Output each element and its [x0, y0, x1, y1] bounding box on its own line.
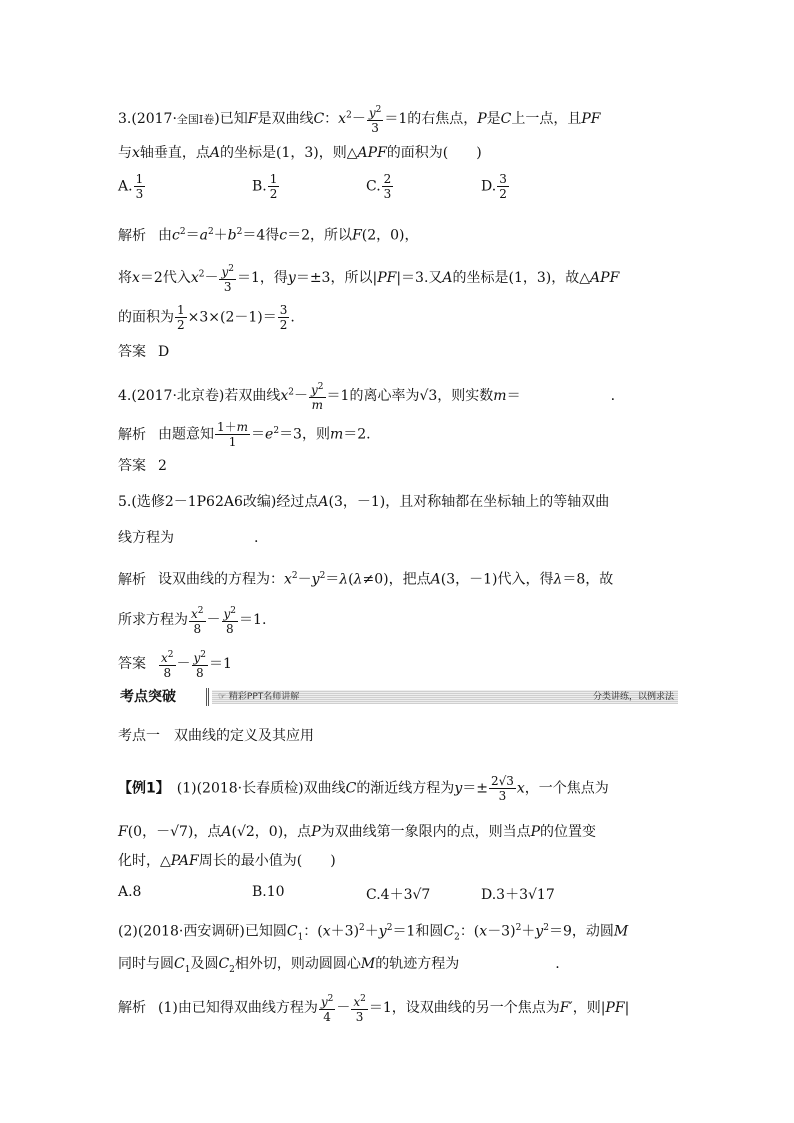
q5-analysis-line1: 解析 设双曲线的方程为：$x^2-y^2=\lambda(\lambda\ne 0)$，把点A(3，－1)代入，得λ＝8，故: [118, 571, 614, 588]
ex1-p2-line2: 同时与圆$C_1$及圆$C_2$相外切，则动圆圆心M的轨迹方程为 .: [118, 956, 560, 975]
fraction: $\frac{y^2}{3}$: [368, 105, 382, 135]
answer-label: 答案: [118, 458, 146, 474]
banner-strip: [212, 690, 678, 704]
banner-right-text: 分类讲练，以例求法: [592, 692, 674, 702]
ex1-analysis-line1: 解析 (1)由已知得双曲线方程为 $\frac{y^2}{4}$ － $\frac{x^2}{3}$ ＝1，设双曲线的另一个焦点为F′，则|PF|: [118, 994, 630, 1024]
answer-value: 2: [158, 458, 167, 474]
q3-option-b: B. $\frac{1}{2}$: [252, 172, 278, 201]
q5-analysis-line2: 所求方程为 $\frac{x^2}{8}$ － $\frac{y^2}{8}$ ＝1.: [118, 606, 267, 636]
q5-line2: 线方程为 .: [118, 530, 259, 546]
q3-answer: [118, 342, 169, 362]
analysis-label: 解析: [118, 227, 146, 244]
answer-value: D: [158, 344, 170, 360]
ex1-line3: 化时，△PAF周长的最小值为( ): [118, 853, 336, 869]
answer-label: 答案: [118, 344, 146, 360]
ex1-option-c: C.4＋3√7: [366, 887, 431, 903]
analysis-label: 解析: [118, 426, 146, 443]
banner-tag: ☞ 精彩PPT名师讲解: [218, 692, 300, 702]
q3-text: 3.(2017·全国Ⅰ卷)已知F是双曲线C：$x^2-$ $\frac{y^2}{3}$ ＝1的右焦点，P是C上一点，且PF: [118, 105, 601, 135]
q3-analysis-line1: 解析 由$c^2=a^2+b^2=4$得c＝2，所以F(2，0)，: [118, 227, 419, 244]
q4-line1: 4.(2017·北京卷)若双曲线$x^2-$ $\frac{y^2}{m}$ ＝1的离心率为√3，则实数m＝ .: [118, 382, 616, 412]
analysis-label: 解析: [118, 1000, 146, 1016]
banner-title: 考点突破: [118, 688, 209, 706]
ex1-line1: 【例1】 (1)(2018·长春质检)双曲线C的渐近线方程为y＝± $\frac{2√3}{3}$ x，一个焦点为: [118, 774, 609, 803]
q5-answer: 答案 $\frac{x^2}{8}$ － $\frac{y^2}{8}$ ＝1: [118, 650, 232, 680]
ex1-p2-line1: (2)(2018·西安调研)已知圆$C_1$：$(x+3)^2+y^2=1$和圆$C_2$：$(x-3)^2+y^2=9$，动圆M: [118, 923, 629, 943]
q3-option-d: D. $\frac{3}{2}$: [481, 172, 507, 201]
answer-label: 答案: [118, 656, 146, 672]
q3-line2: 与x轴垂直，点A的坐标是(1，3)，则△APF的面积为( ): [118, 145, 482, 161]
ex1-option-a: A.8: [118, 884, 142, 900]
q4-analysis: 解析 由题意知 $\frac{1+m}{1}$ $=e^2=3$，则m＝2.: [118, 420, 371, 449]
q3-line1: [118, 103, 601, 135]
ex1-line2: F(0，－√7)，点A(√2，0)，点P为双曲线第一象限内的点，则当点P的位置变: [118, 824, 597, 840]
q4-answer: [118, 456, 167, 476]
analysis-label: 解析: [118, 571, 146, 588]
ex1-option-b: B.10: [252, 884, 285, 900]
q3-analysis-line3: 的面积为 $\frac{1}{2}$ ×3×(2－1)＝ $\frac{3}{2}$ .: [118, 303, 295, 332]
kaodian-heading: 考点一 双曲线的定义及其应用: [118, 728, 314, 744]
example-label: 【例1】: [118, 780, 163, 797]
q3-option-a: A. $\frac{1}{3}$: [118, 172, 144, 201]
ex1-option-d: D.3＋3√17: [481, 887, 555, 903]
q5-line1: 5.(选修2－1P62A6改编)经过点A(3，－1)，且对称轴都在坐标轴上的等轴双曲: [118, 494, 610, 510]
q3-analysis-line2: 将x＝2代入$x^2-$ $\frac{y^2}{3}$ ＝1，得y＝±3，所以|PF|＝3.又A的坐标是(1，3)，故△APF: [118, 264, 620, 294]
q3-option-c: C. $\frac{2}{3}$: [366, 172, 392, 201]
section-banner: [118, 688, 678, 706]
